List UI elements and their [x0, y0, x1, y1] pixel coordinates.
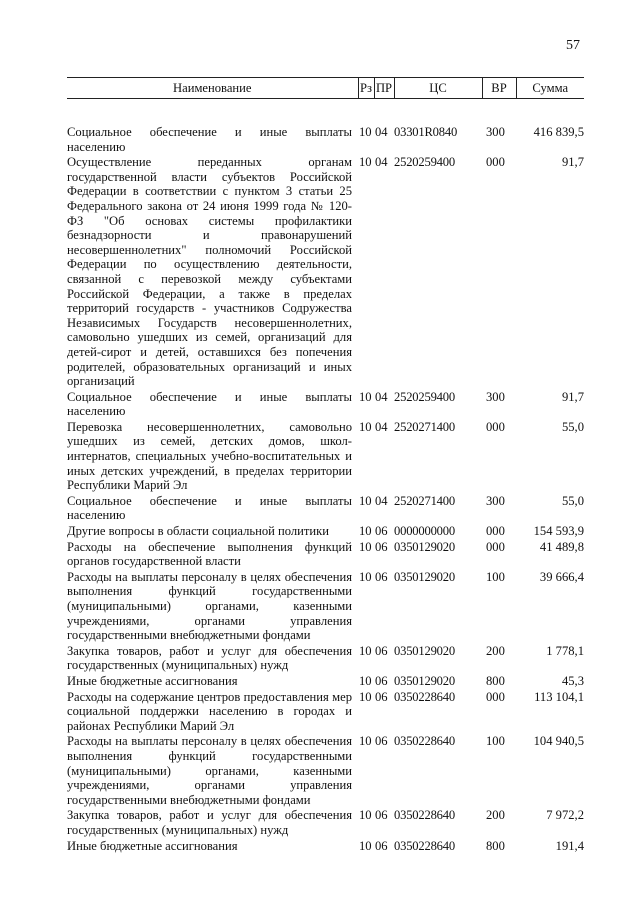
header-vr: ВР	[482, 78, 516, 99]
header-pr: ПР	[374, 78, 394, 99]
cell-rz: 10	[359, 689, 372, 704]
cell-pr: 06	[375, 838, 388, 853]
cell-name: Закупка товаров, работ и услуг для обеспечения государственных (муниципальных) нужд	[67, 808, 352, 837]
cell-cs: 0350228640	[394, 838, 455, 853]
budget-table	[67, 77, 584, 854]
cell-rz: 10	[359, 524, 372, 539]
cell-pr: 04	[375, 419, 388, 434]
cell-name: Другие вопросы в области социальной политики	[67, 524, 330, 539]
cell-name: Расходы на обеспечение выполнения функций органов государственной власти	[67, 539, 352, 569]
cell-pr: 06	[375, 734, 388, 749]
cell-sum: 7 972,2	[546, 808, 584, 823]
cell-name: Иные бюджетные ассигнования	[67, 838, 238, 853]
cell-rz: 10	[359, 734, 372, 749]
table-row	[67, 420, 584, 494]
cell-sum: 45,3	[561, 673, 584, 688]
cell-sum: 55,0	[561, 419, 584, 434]
cell-pr: 06	[375, 673, 388, 688]
cell-cs: 03301R0840	[394, 125, 458, 139]
cell-rz: 10	[359, 155, 372, 170]
cell-sum: 104 940,5	[533, 734, 584, 749]
table-row	[67, 570, 584, 644]
cell-cs: 0000000000	[394, 524, 455, 539]
cell-pr: 06	[375, 643, 388, 658]
cell-cs: 0350129020	[394, 673, 455, 688]
cell-vr: 800	[486, 838, 505, 853]
cell-cs: 0350129020	[394, 569, 455, 584]
table-row	[67, 524, 584, 540]
cell-cs: 2520259400	[394, 155, 455, 170]
cell-name: Закупка товаров, работ и услуг для обеспечения государственных (муниципальных) нужд	[67, 643, 352, 673]
cell-pr: 04	[375, 389, 388, 404]
cell-cs: 2520271400	[394, 493, 455, 508]
header-name: Наименование	[67, 78, 358, 99]
cell-vr: 300	[486, 389, 505, 404]
cell-vr: 100	[486, 734, 505, 749]
table-header	[67, 78, 584, 99]
cell-pr: 06	[375, 539, 388, 554]
table-row	[67, 99, 584, 156]
table-row	[67, 674, 584, 690]
cell-vr: 800	[486, 673, 505, 688]
cell-rz: 10	[359, 673, 372, 688]
table-row	[67, 494, 584, 524]
cell-vr: 000	[486, 155, 505, 170]
table-row	[67, 734, 584, 808]
cell-sum: 39 666,4	[539, 569, 584, 584]
cell-cs: 2520271400	[394, 419, 455, 434]
cell-pr: 06	[375, 569, 388, 584]
cell-cs: 0350129020	[394, 643, 455, 658]
table-row	[67, 155, 584, 390]
cell-name: Социальное обеспечение и иные выплаты населению	[67, 389, 352, 419]
header-rz: Рз	[358, 78, 374, 99]
cell-name: Социальное обеспечение и иные выплаты населению	[67, 125, 352, 154]
cell-vr: 000	[486, 539, 505, 554]
cell-sum: 41 489,8	[539, 539, 584, 554]
cell-vr: 100	[486, 569, 505, 584]
cell-pr: 04	[375, 125, 388, 139]
cell-vr: 300	[486, 493, 505, 508]
cell-name: Расходы на выплаты персоналу в целях обеспечения выполнения функций государственными (муниципальными) органами, казенными учреждениями, органами управления государственными внебюджетными фондами	[67, 569, 352, 643]
table-row	[67, 540, 584, 570]
header-sum: Сумма	[516, 78, 584, 99]
cell-vr: 300	[486, 125, 505, 139]
cell-rz: 10	[359, 808, 372, 823]
cell-sum: 191,4	[555, 838, 584, 853]
cell-vr: 000	[486, 689, 505, 704]
cell-name: Перевозка несовершеннолетних, самовольно ушедших из семей, детских домов, школ-интернатов, специальных учебно-воспитательных и иных детских учреждений, в пределах территории Республики Марий Эл	[67, 419, 352, 493]
cell-rz: 10	[359, 643, 372, 658]
cell-sum: 113 104,1	[534, 689, 584, 704]
cell-sum: 416 839,5	[533, 125, 584, 139]
cell-cs: 2520259400	[394, 389, 455, 404]
cell-sum: 154 593,9	[533, 524, 584, 539]
cell-name: Осуществление переданных органам государственной власти субъектов Российской Федерации в соответствии с пунктом 3 статьи 25 Федерального закона от 24 июня 1999 года № 120-ФЗ "Об основах системы профилактики безнадзорности и правонарушений несовершеннолетних" полномочий Российской Федерации по осуществлению деятельности, связанной с перевозкой между субъектами Российской Федерации, а также в пределах территорий государств - участников Содружества Независимых Государств несовершеннолетних, самовольно ушедших из семей, организаций для детей-сирот и детей, оставшихся без попечения родителей, образовательных организаций и иных организаций	[67, 155, 352, 389]
cell-name: Расходы на содержание центров предоставления мер социальной поддержки населению в городах и районах Республики Марий Эл	[67, 689, 352, 733]
cell-sum: 91,7	[561, 155, 584, 170]
cell-pr: 06	[375, 689, 388, 704]
header-cs: ЦС	[394, 78, 482, 99]
cell-name: Расходы на выплаты персоналу в целях обеспечения выполнения функций государственными (муниципальными) органами, казенными учреждениями, органами управления государственными внебюджетными фондами	[67, 734, 352, 807]
table-row	[67, 644, 584, 674]
table-row	[67, 390, 584, 420]
table-row	[67, 839, 584, 855]
cell-pr: 04	[375, 155, 388, 170]
cell-vr: 000	[486, 419, 505, 434]
cell-pr: 06	[375, 524, 388, 539]
cell-sum: 91,7	[561, 389, 584, 404]
cell-name: Иные бюджетные ассигнования	[67, 673, 238, 688]
cell-rz: 10	[359, 569, 372, 584]
cell-sum: 1 778,1	[546, 643, 584, 658]
cell-pr: 06	[375, 808, 388, 823]
table-body	[67, 99, 584, 855]
cell-rz: 10	[359, 389, 372, 404]
cell-rz: 10	[359, 493, 372, 508]
page-number: 57	[566, 38, 580, 53]
cell-rz: 10	[359, 419, 372, 434]
cell-cs: 0350129020	[394, 539, 455, 554]
cell-name: Социальное обеспечение и иные выплаты населению	[67, 493, 352, 523]
cell-pr: 04	[375, 493, 388, 508]
cell-cs: 0350228640	[394, 734, 455, 749]
cell-cs: 0350228640	[394, 689, 455, 704]
cell-vr: 000	[486, 524, 505, 539]
cell-vr: 200	[486, 643, 505, 658]
cell-rz: 10	[359, 539, 372, 554]
table-row	[67, 808, 584, 838]
cell-rz: 10	[359, 125, 372, 139]
table-row	[67, 690, 584, 735]
cell-sum: 55,0	[561, 493, 584, 508]
cell-vr: 200	[486, 808, 505, 823]
cell-rz: 10	[359, 838, 372, 853]
cell-cs: 0350228640	[394, 808, 455, 823]
